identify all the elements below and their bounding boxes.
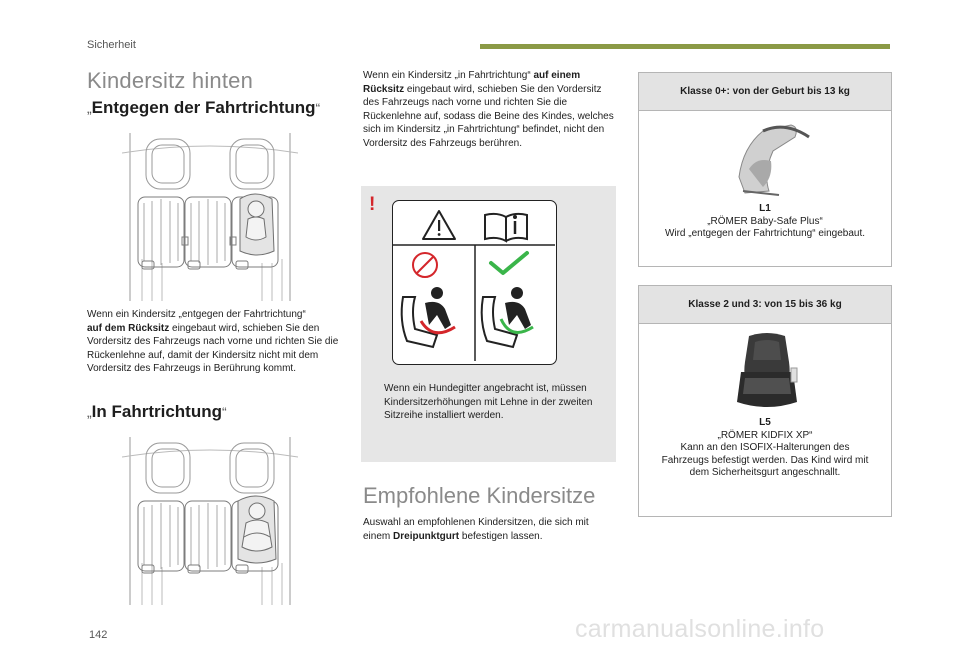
- subtitle-forward-facing: [87, 402, 227, 422]
- recommended-seats-paragraph: [363, 516, 615, 543]
- paragraph-text: eingebaut wird, schieben Sie den Vordersitz des Fahrzeugs nach vorne und richten Sie die Rückenlehne auf, damit der Kindersitz nicht mit dem Vordersitz des Fahrzeugs in Berührung kommt.: [87, 322, 339, 375]
- manual-book-icon: [485, 214, 527, 241]
- quote-close: “: [315, 100, 321, 116]
- subtitle-rear-facing-text: Entgegen der Fahrtrichtung: [91, 98, 316, 117]
- forward-facing-seat-illustration: [122, 437, 298, 605]
- paragraph-text: befestigen lassen.: [459, 530, 543, 542]
- quote-close: “: [222, 404, 227, 420]
- quote-open: „: [87, 100, 92, 116]
- paragraph-bold: Dreipunktgurt: [393, 530, 460, 542]
- rear-facing-paragraph: [87, 308, 345, 376]
- quote-open: „: [87, 404, 92, 420]
- seat-card-header: Klasse 0+: von der Geburt bis 13 kg: [639, 73, 891, 111]
- seat-code: L1: [759, 203, 771, 214]
- paragraph-text: Wenn ein Kindersitz „in Fahrtrichtung“: [363, 70, 534, 81]
- page-number: 142: [89, 629, 108, 641]
- warning-pictogram: [392, 200, 557, 365]
- subtitle-rear-facing: [87, 98, 320, 118]
- warning-box: [361, 186, 616, 462]
- subtitle-forward-facing-text: In Fahrtrichtung: [91, 402, 222, 421]
- seat-card-class-0: [638, 72, 892, 267]
- seat-child-icon: [402, 287, 455, 347]
- paragraph-text: Auswahl an empfohlenen Kindersitzen, die sich mit einem: [363, 517, 589, 542]
- seat-child-icon: [482, 287, 533, 347]
- seat-name: „RÖMER KIDFIX XP“: [717, 429, 813, 441]
- section-label: Sicherheit: [87, 39, 136, 51]
- seat-code: L5: [759, 417, 771, 428]
- paragraph-bold: auf einem Rücksitz: [363, 70, 581, 95]
- warning-triangle-icon: [423, 211, 455, 239]
- booster-seat-image: [735, 332, 799, 414]
- seat-name: „RÖMER Baby-Safe Plus“: [707, 215, 823, 227]
- recommended-seats-title: Empfohlene Kindersitze: [363, 483, 596, 508]
- baby-seat-image: [733, 117, 813, 201]
- warning-exclamation: !: [369, 194, 376, 215]
- watermark: carmanualsonline.info: [575, 615, 825, 643]
- forward-facing-paragraph: [363, 69, 615, 151]
- no-entry-icon: [413, 253, 437, 277]
- seat-card-header: Klasse 2 und 3: von 15 bis 36 kg: [639, 286, 891, 324]
- seat-card-class-2-3: [638, 285, 892, 517]
- rear-facing-seat-illustration: [122, 133, 298, 301]
- paragraph-bold: auf dem Rücksitz: [87, 322, 170, 334]
- paragraph-text: Wenn ein Kindersitz „entgegen der Fahrtrichtung“: [87, 309, 306, 320]
- paragraph-text: eingebaut wird, schieben Sie den Vordersitz des Fahrzeugs nach vorne und richten Sie die Rückenlehne auf, sodass die Beine des Kindes, welches sich im Kindersitz „in Fahrtrichtung“ befindet, nicht den Vordersitz des Fahrzeugs berühren.: [363, 83, 614, 149]
- seat-description: Kann an den ISOFIX-Halterungen des Fahrzeugs befestigt werden. Das Kind wird mit dem Sicherheitsgurt angeschnallt.: [661, 442, 869, 479]
- seat-card-body: [639, 332, 891, 480]
- header-rule: [480, 44, 890, 49]
- seat-card-body: [639, 117, 891, 241]
- page-title: Kindersitz hinten: [87, 68, 254, 93]
- warning-text: Wenn ein Hundegitter angebracht ist, müssen Kindersitzerhöhungen mit Lehne in der zweiten Sitzreihe installiert werden.: [384, 383, 593, 422]
- seat-description: Wird „entgegen der Fahrtrichtung“ eingebaut.: [664, 228, 866, 240]
- checkmark-icon: [491, 253, 527, 273]
